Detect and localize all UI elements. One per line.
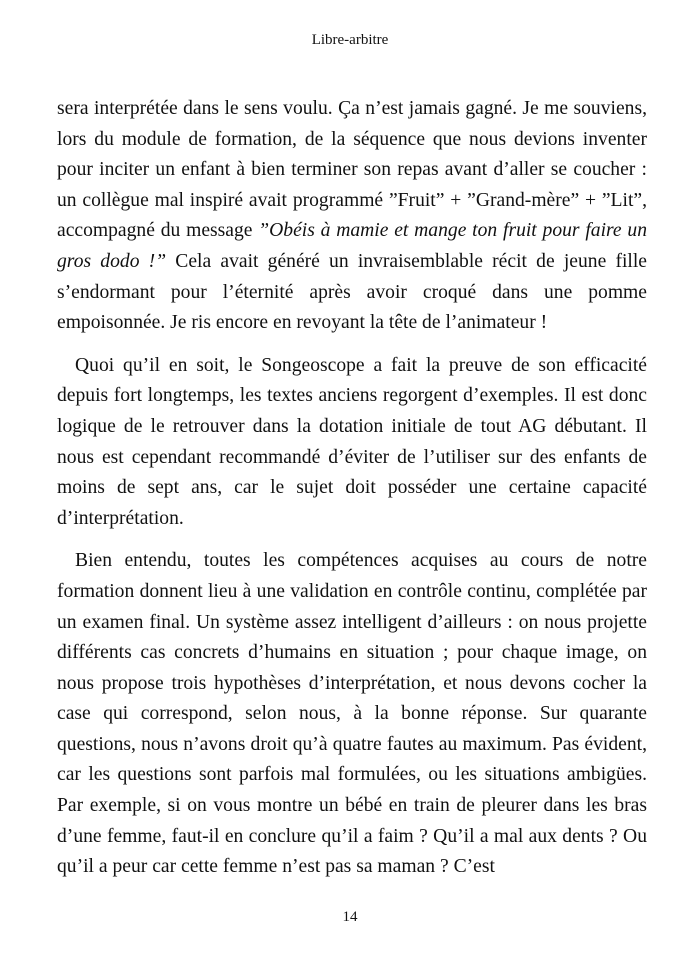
italic-quote: ”Obéis à mamie et mange ton fruit pour faire un gros dodo !” bbox=[57, 220, 647, 272]
page-number: 14 bbox=[342, 909, 358, 925]
paragraph-songeoscope: Quoi qu’il en soit, le Songeoscope a fait la preuve de son efficacité depuis fort longtemps, les textes anciens regorgent d’exemples. Il est donc logique de le retrouver dans la dotation initiale de tout AG débutant. Il nous est cependant recommandé d’éviter de l’utiliser sur des enfants de moins de sept ans, car le sujet doit posséder une certaine capacité d’interprétation. bbox=[57, 354, 647, 529]
paragraph-text: Cela avait généré un invraisemblable récit de jeune fille s’endormant pour l’éternité après avoir croqué dans une pomme empoisonnée. Je ris encore en revoyant la tête de l’animateur ! bbox=[57, 250, 647, 334]
paragraph-text: sera interprétée dans le sens voulu. Ça n’est jamais gagné. Je me souviens, lors du module de formation, de la séquence que nous devions inventer pour inciter un enfant à bien terminer son repas avant d’aller se coucher : un collègue mal inspiré avait programmé ”Fruit” + ”Grand-mère” + ”Lit”, accompagné du message bbox=[57, 98, 647, 242]
body-text bbox=[57, 94, 647, 883]
running-header: Libre-arbitre bbox=[311, 32, 389, 48]
paragraph-continued bbox=[57, 94, 647, 339]
paragraph-examen: Bien entendu, toutes les compétences acquises au cours de notre formation donnent lieu à une validation en contrôle continu, complétée par un examen final. Un système assez intelligent d’ailleurs : on nous projette différents cas concrets d’humains en situation ; pour chaque image, on nous propose trois hypothèses d’interprétation, et nous devons cocher la case qui correspond, selon nous, à la bonne réponse. Sur quarante questions, nous n’avons droit qu’à quatre fautes au maximum. Pas évident, car les questions sont parfois mal formulées, ou les situations ambigües. Par exemple, si on vous montre un bébé en train de pleurer dans les bras d’une femme, faut-il en conclure qu’il a faim ? Qu’il a mal aux dents ? Ou qu’il a peur car cette femme n’est pas sa maman ? C’est bbox=[57, 550, 647, 878]
